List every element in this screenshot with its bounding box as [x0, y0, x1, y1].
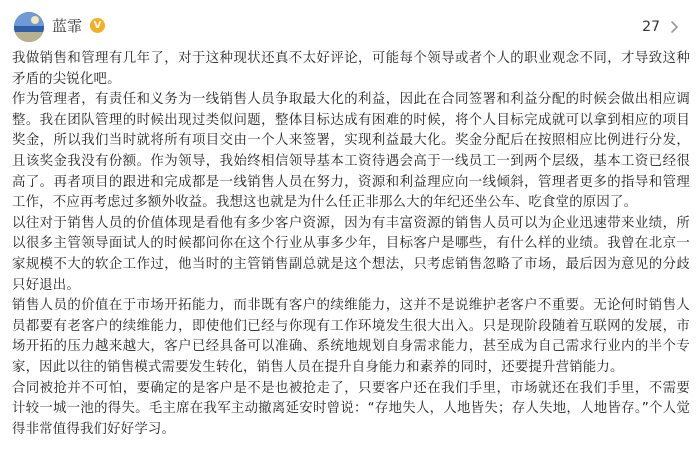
avatar[interactable]: [14, 12, 44, 42]
chevron-right-icon[interactable]: [668, 20, 682, 34]
paragraph: 以往对于销售人员的价值体现是看他有多少客户资源，因为有丰富资源的销售人员可以为企业迅速带来业绩，所以很多主管领导面试人的时候都问你在这个行业从事多少年，目标客户是哪些，有什么样的业绩。我曾在北京一家规模不大的软企工作过，他当时的主管销售副总就是这个想法，只考虑销售忽略了市场，最后因为意见的分歧只好退出。: [12, 215, 690, 293]
verified-badge-icon: V: [90, 18, 105, 33]
avatar-sky: [14, 12, 44, 26]
avatar-land: [14, 32, 44, 42]
post-content: [12, 49, 690, 440]
paragraph: 销售人员的价值在于市场开拓能力，而非既有客户的续维能力，这并不是说维护老客户不重要。无论何时销售人员都要有老客户的续维能力，即使他们已经与你现有工作环境发生很大出入。只是现阶段随着互联网的发展，市场开拓的压力越来越大，客户已经具备可以准确、系统地规划自身需求能力，甚至成为自己需求行业内的半个专家，因此以往的销售模式需要发生转化，销售人员在提升自身能力和素养的同时，还要提升营销能力。: [12, 298, 690, 375]
paragraph: 我做销售和管理有几年了，对于这种现状还真不太好评论，可能每个领导或者个人的职业观念不同，才导致这种矛盾的尖锐化吧。: [12, 51, 690, 87]
paragraph: 合同被抢并不可怕，要确定的是客户是不是也被抢走了，只要客户还在我们手里，市场就还在我们手里，不需要计较一城一池的得失。毛主席在我军主动撤离延安时曾说：“存地失人，人地皆失；存人失地，人地皆存。”个人觉得非常值得我们好好学习。: [12, 380, 690, 437]
answer-count[interactable]: 27: [642, 19, 660, 35]
paragraph: 作为管理者，有责任和义务为一线销售人员争取最大化的利益，因此在合同签署和利益分配的时候会做出相应调整。我在团队管理的时候出现过类似问题，整体目标达成有困难的时候，将个人目标完成就可以拿到相应的项目奖金，所以我们当时就将所有项目交由一个人来签署，实现利益最大化。奖金分配后在按照相应比例进行分发，且该奖金我没有份额。作为领导，我始终相信领导基本工资待遇会高于一线员工一到两个层级，基本工资已经很高了。再者项目的跟进和完成都是一线销售人员在努力，资源和利益理应向一线倾斜，管理者更多的指导和管理工作，不应再考虑过多额外收益。我想这也就是为什么任正非那么大的年纪还坐公车、吃食堂的原因了。: [12, 92, 690, 211]
avatar-sun: [31, 16, 39, 24]
username[interactable]: 蓝霏: [52, 17, 83, 35]
post-header: [0, 0, 700, 52]
